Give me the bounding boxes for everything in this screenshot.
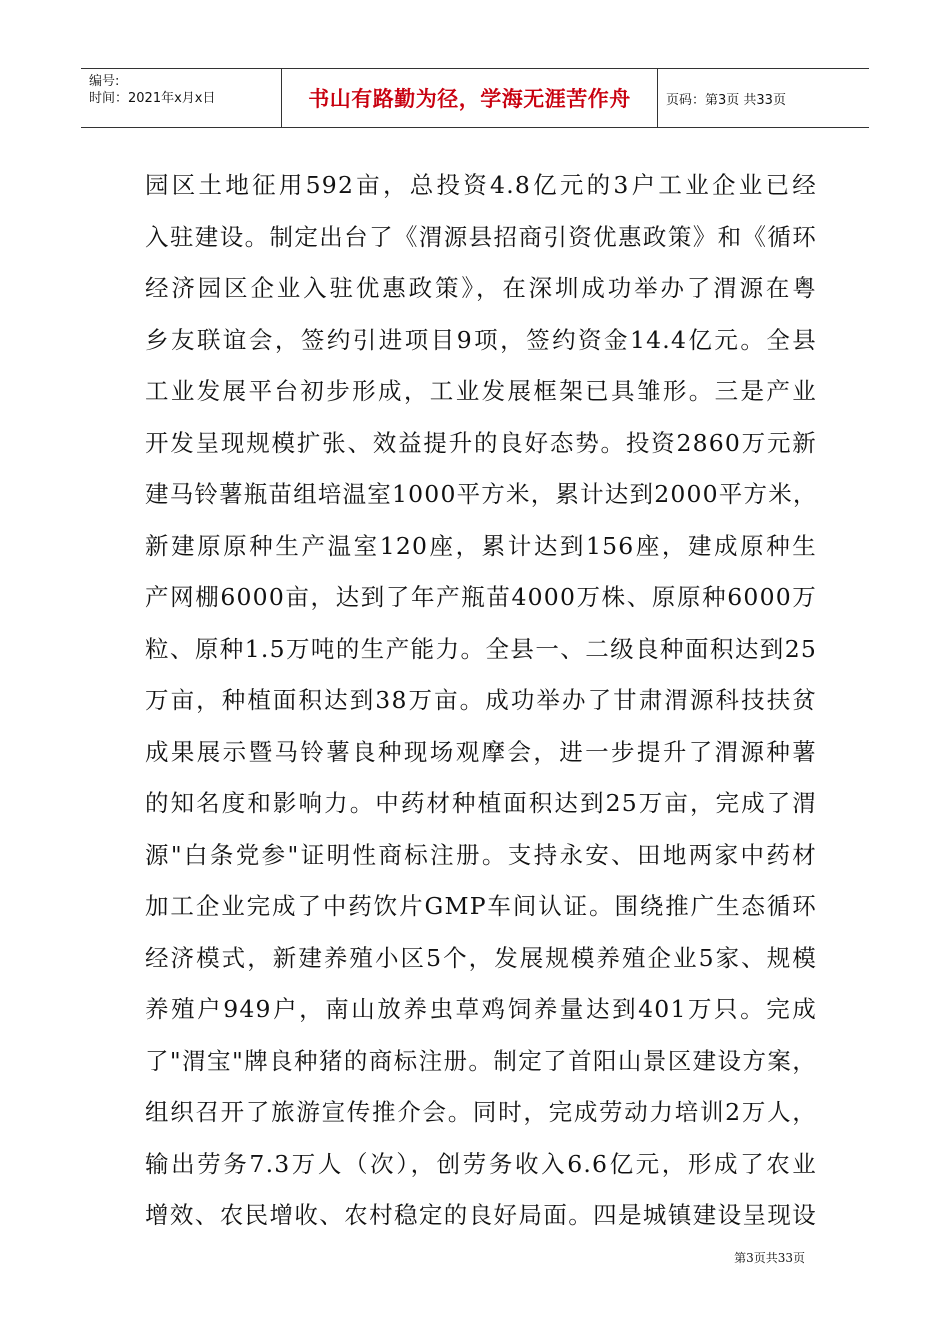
- text-line: 了"渭宝"牌良种猪的商标注册。制定了首阳山景区建设方案，: [145, 1046, 817, 1075]
- text-line: 开发呈现规模扩张、效益提升的良好态势。投资2860万元新: [145, 428, 817, 457]
- text-line: 乡友联谊会，签约引进项目9项，签约资金14.4亿元。全县: [145, 325, 817, 354]
- text-line: 新建原原种生产温室120座，累计达到156座，建成原种生: [145, 531, 817, 560]
- header-meta: [81, 69, 282, 127]
- text-line: 养殖户949户，南山放养虫草鸡饲养量达到401万只。完成: [145, 995, 817, 1023]
- text-line: 建马铃薯瓶苗组培温室1000平方米，累计达到2000平方米，: [145, 480, 818, 508]
- page-footer: 第3页共33页: [734, 1251, 805, 1265]
- text-line: 万亩，种植面积达到38万亩。成功举办了甘肃渭源科技扶贫: [145, 686, 817, 714]
- text-line: 园区土地征用592亩，总投资4.8亿元的3户工业企业已经: [145, 171, 817, 199]
- text-line: 产网棚6000亩，达到了年产瓶苗4000万株、原原种6000万: [145, 583, 817, 611]
- text-line: 成果展示暨马铃薯良种现场观摩会，进一步提升了渭源种薯: [145, 737, 817, 766]
- document-number-label: 编号:: [89, 74, 120, 89]
- body-paragraph: [145, 160, 817, 1242]
- header-motto: 书山有路勤为径，学海无涯苦作舟: [282, 69, 658, 127]
- text-line: 的知名度和影响力。中药材种植面积达到25万亩，完成了渭: [145, 789, 817, 817]
- text-line: 经济园区企业入驻优惠政策》，在深圳成功举办了渭源在粤: [145, 274, 817, 302]
- text-line: 增效、农民增收、农村稳定的良好局面。四是城镇建设呈现设: [145, 1201, 817, 1229]
- text-line: 输出劳务7.3万人（次），创劳务收入6.6亿元，形成了农业: [145, 1149, 817, 1178]
- text-line: 粒、原种1.5万吨的生产能力。全县一、二级良种面积达到25: [145, 634, 817, 663]
- header-page-number: 页码：第3页 共33页: [666, 92, 786, 108]
- text-line: 工业发展平台初步形成，工业发展框架已具雏形。三是产业: [145, 377, 817, 405]
- text-line: 加工企业完成了中药饮片GMP车间认证。围绕推广生态循环: [145, 892, 817, 920]
- page-header: [81, 68, 869, 128]
- document-time-label: 时间：2021年x月x日: [89, 91, 216, 106]
- text-line: 源"白条党参"证明性商标注册。支持永安、田地两家中药材: [145, 840, 817, 869]
- text-line: 入驻建设。制定出台了《渭源县招商引资优惠政策》和《循环: [145, 222, 817, 251]
- text-line: 经济模式，新建养殖小区5个，发展规模养殖企业5家、规模: [145, 943, 817, 972]
- text-line: 组织召开了旅游宣传推介会。同时，完成劳动力培训2万人，: [145, 1098, 817, 1126]
